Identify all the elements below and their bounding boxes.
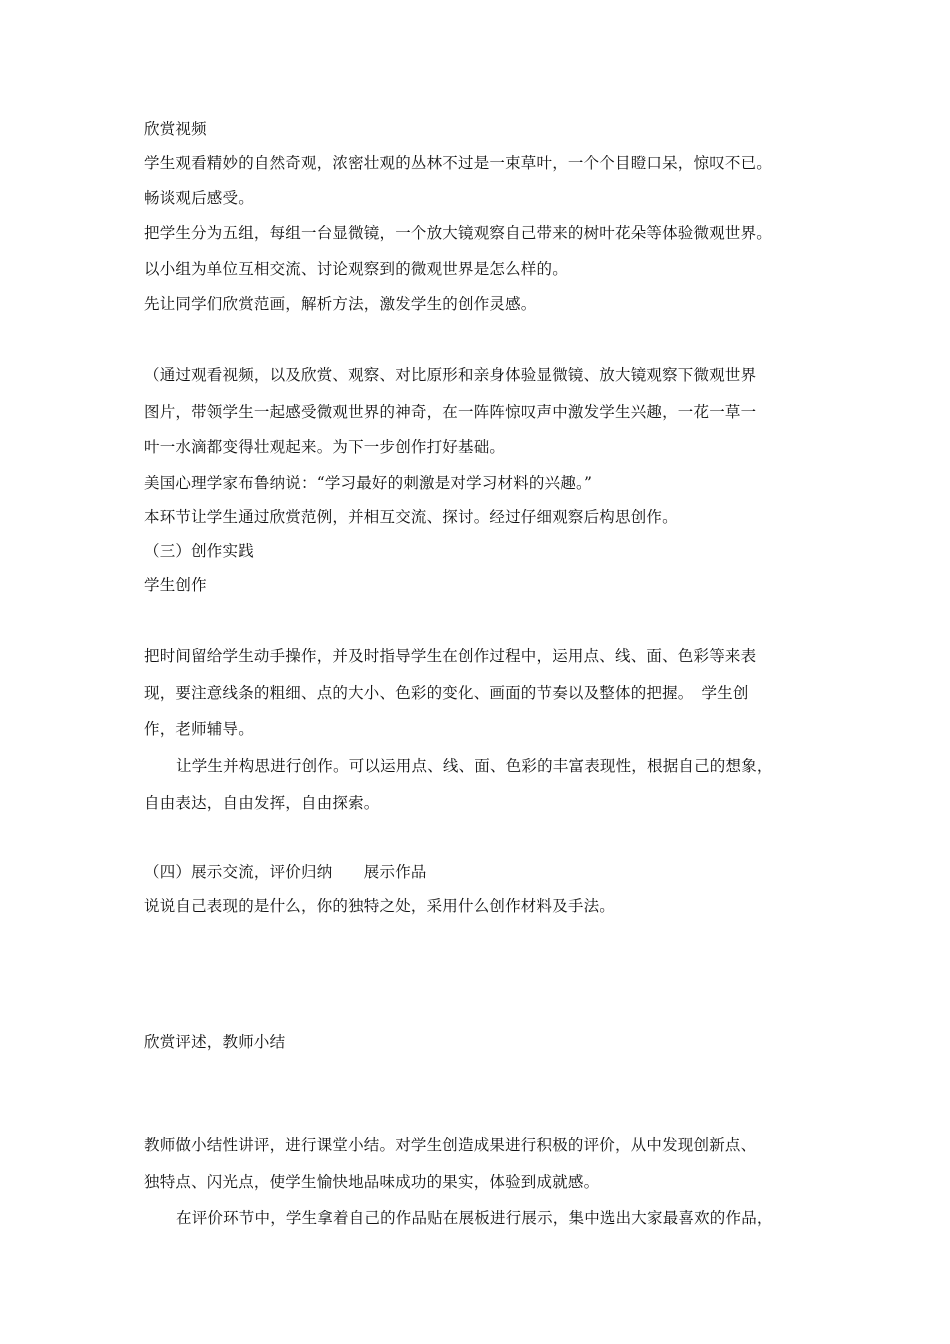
paragraph-line: 以小组为单位互相交流、讨论观察到的微观世界是怎么样的。 xyxy=(144,260,568,278)
paragraph-line: 先让同学们欣赏范画，解析方法，激发学生的创作灵感。 xyxy=(144,295,537,313)
subheading-appreciation-summary: 欣赏评述，教师小结 xyxy=(144,1033,286,1051)
heading-appreciate-video: 欣赏视频 xyxy=(144,120,207,138)
paragraph-line: 畅谈观后感受。 xyxy=(144,189,254,207)
paragraph-line: 说说自己表现的是什么，你的独特之处，采用什么创作材料及手法。 xyxy=(144,897,616,915)
paragraph-line: 把时间留给学生动手操作，并及时指导学生在创作过程中，运用点、线、面、色彩等来表 xyxy=(144,647,757,665)
paragraph-line: 把学生分为五组，每组一台显微镜，一个放大镜观察自己带来的树叶花朵等体验微观世界。 xyxy=(144,224,773,242)
paragraph-line: 学生观看精妙的自然奇观，浓密壮观的丛林不过是一束草叶，一个个目瞪口呆，惊叹不已。 xyxy=(144,154,773,172)
section-heading-creation-practice: （三）创作实践 xyxy=(144,542,254,560)
paragraph-line: 作，老师辅导。 xyxy=(144,720,254,738)
paragraph-line: 叶一水滴都变得壮观起来。为下一步创作打好基础。 xyxy=(144,438,506,456)
paragraph-line: 美国心理学家布鲁纳说：“学习最好的刺激是对学习材料的兴趣。” xyxy=(144,474,593,492)
paragraph-line: 本环节让学生通过欣赏范例，并相互交流、探讨。经过仔细观察后构思创作。 xyxy=(144,508,678,526)
section-heading-display-exchange: （四）展示交流，评价归纳 展示作品 xyxy=(144,863,427,881)
paragraph-line: 教师做小结性讲评，进行课堂小结。对学生创造成果进行积极的评价，从中发现创新点、 xyxy=(144,1136,757,1154)
paragraph-line: 让学生并构思进行创作。可以运用点、线、面、色彩的丰富表现性，根据自己的想象， xyxy=(176,757,773,775)
paragraph-line: 独特点、闪光点，使学生愉快地品味成功的果实，体验到成就感。 xyxy=(144,1173,600,1191)
paragraph-line: 图片，带领学生一起感受微观世界的神奇，在一阵阵惊叹声中激发学生兴趣，一花一草一 xyxy=(144,403,757,421)
subheading-student-creation: 学生创作 xyxy=(144,576,207,594)
paragraph-line: 现，要注意线条的粗细、点的大小、色彩的变化、画面的节奏以及整体的把握。 学生创 xyxy=(144,684,749,702)
paragraph-line: 在评价环节中，学生拿着自己的作品贴在展板进行展示，集中选出大家最喜欢的作品， xyxy=(176,1209,773,1227)
paragraph-line: （通过观看视频，以及欣赏、观察、对比原形和亲身体验显微镜、放大镜观察下微观世界 xyxy=(144,366,757,384)
paragraph-line: 自由表达，自由发挥，自由探索。 xyxy=(144,794,380,812)
